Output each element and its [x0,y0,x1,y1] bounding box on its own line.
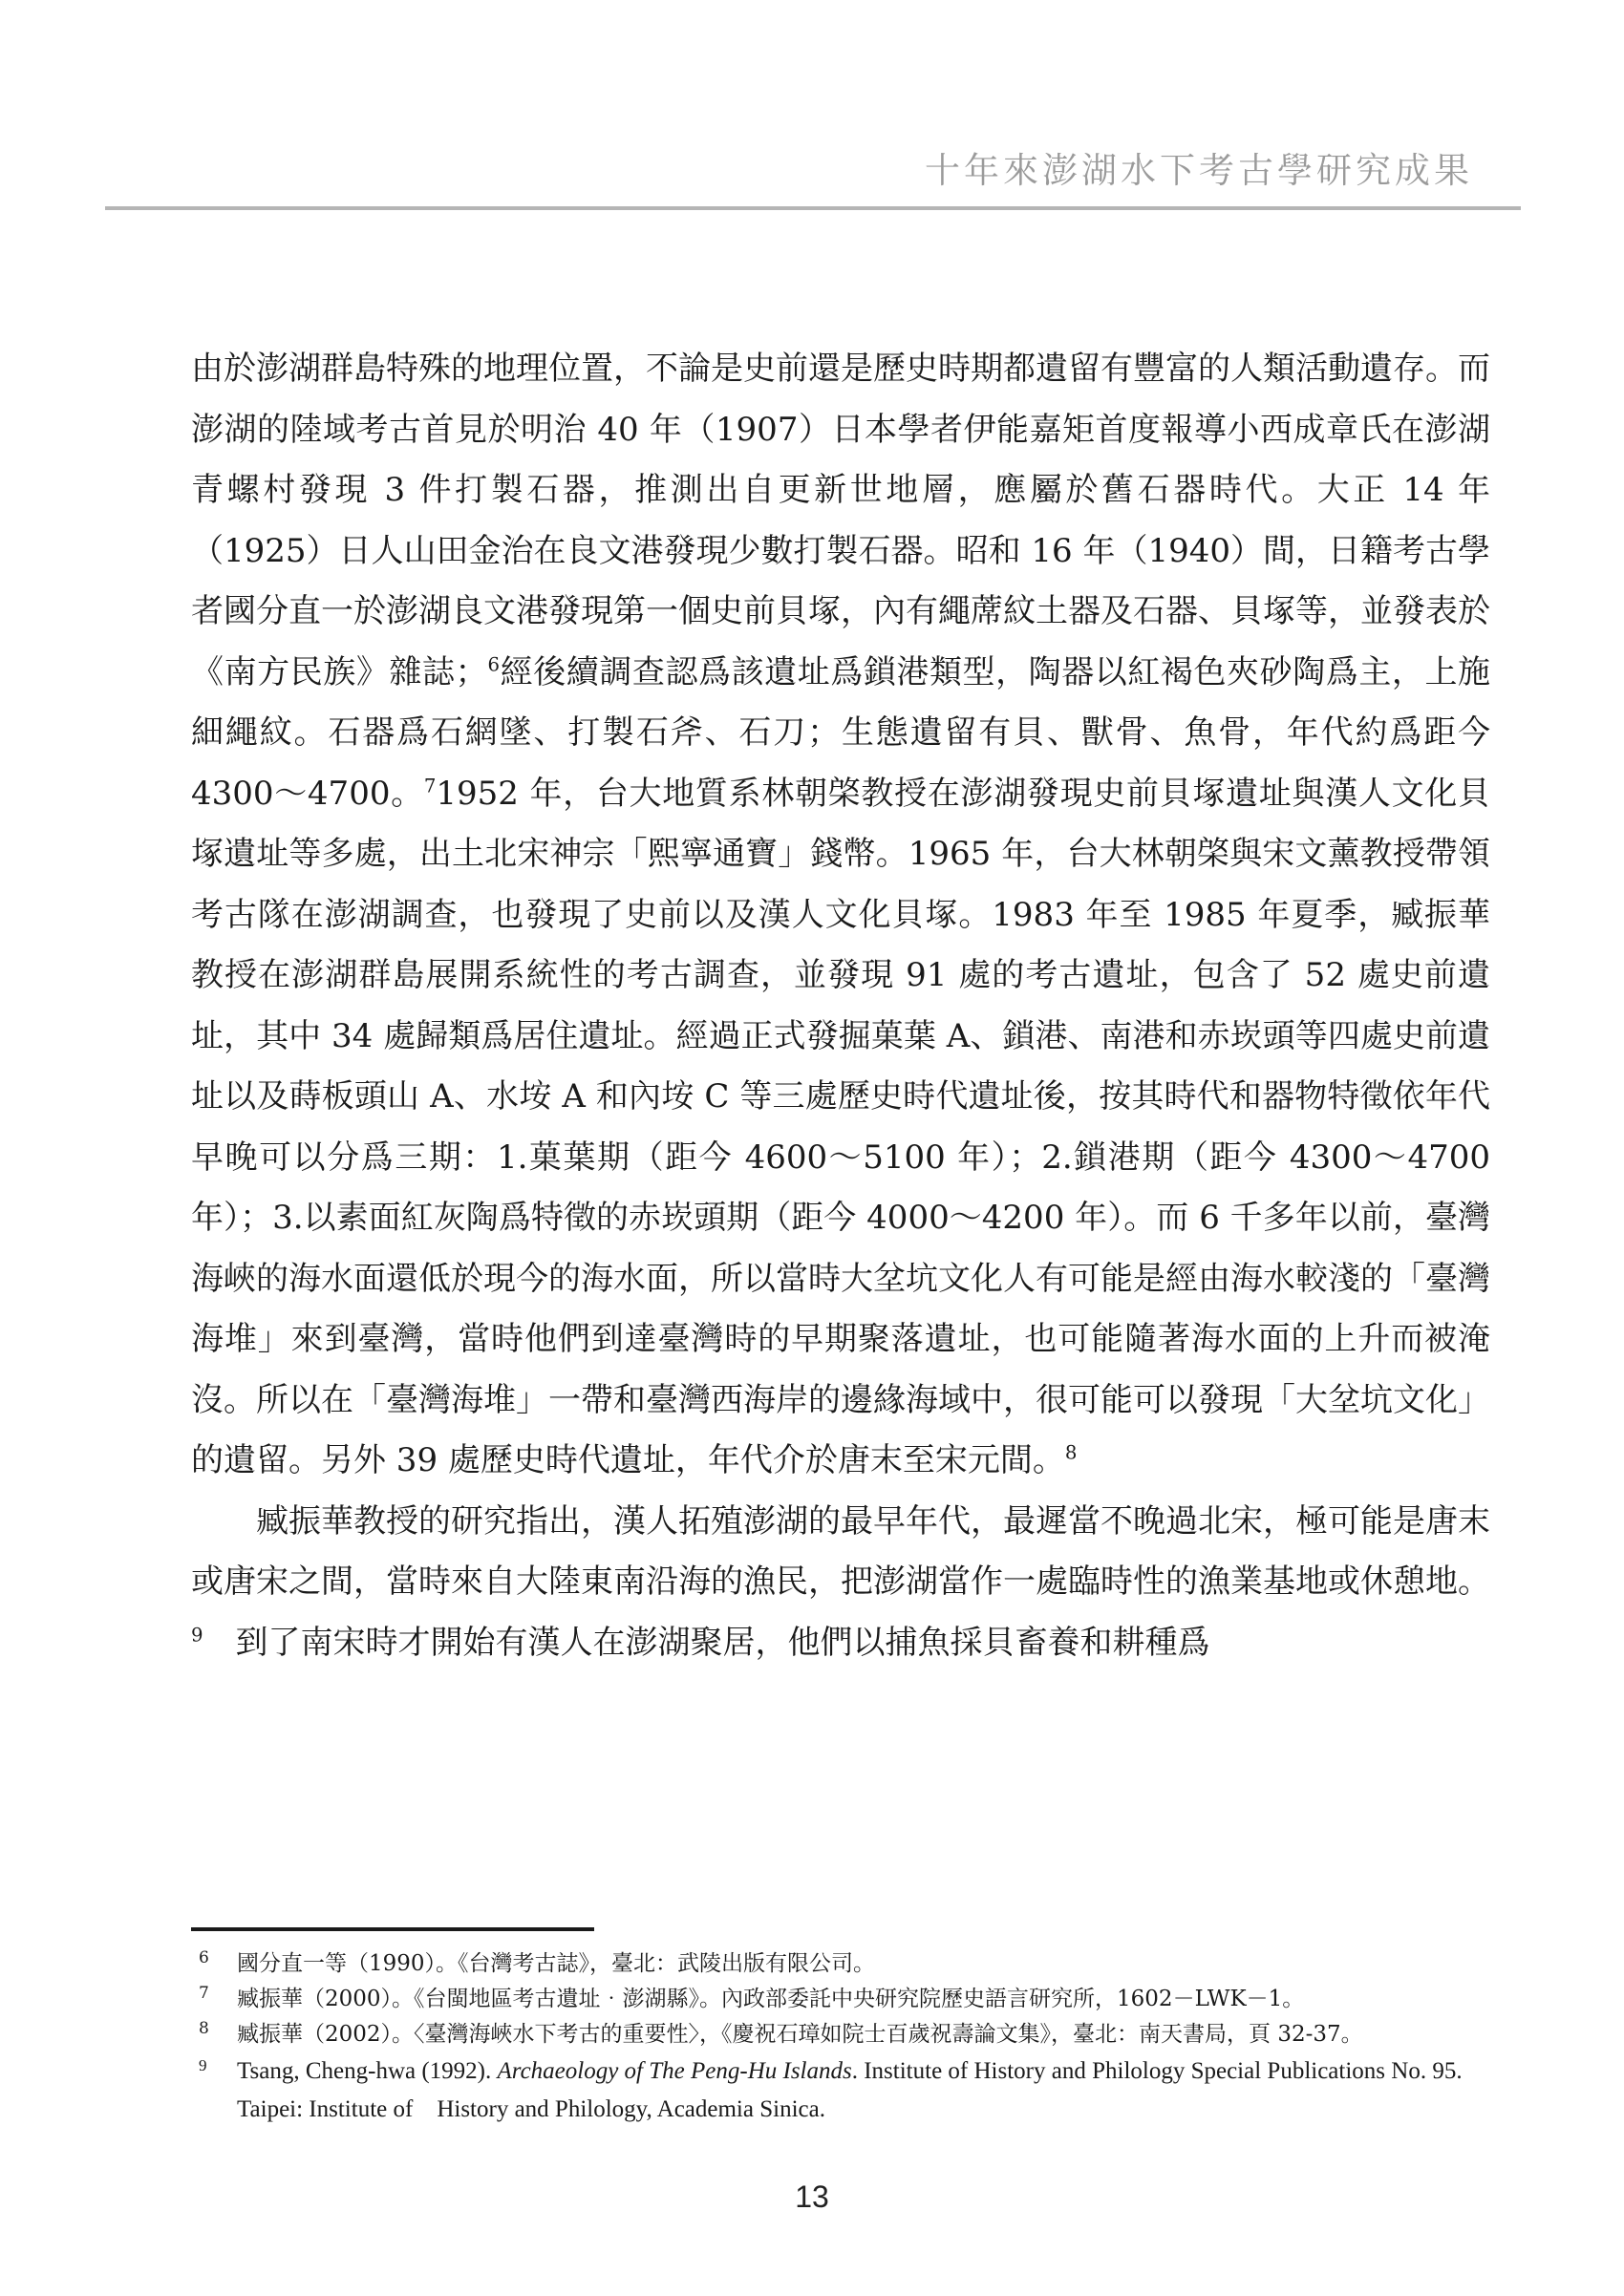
running-header-title: 十年來澎湖水下考古學研究成果 [925,150,1473,191]
footnote-item [191,1946,1496,1982]
footnote-number: 9 [199,2056,207,2074]
text-run: 經後續調查認爲該遺址爲鎖港類型，陶器以紅褐色夾砂陶爲主，上施細繩紋。石器爲石網墜、打製石斧、石刀；生態遺留有貝、獸骨、魚骨，年代約爲距今 4300～4700。 [191,652,1491,813]
paragraph [191,1492,1490,1674]
footnote-ref-marker: 8 [1064,1441,1078,1464]
footnote-text: Archaeology of The Peng-Hu Islands [497,2058,852,2084]
text-run: 由於澎湖群島特殊的地理位置，不論是史前還是歷史時期都遺留有豐富的人類活動遺存。而澎湖的陸域考古首見於明治 40 年（1907）日本學者伊能嘉矩首度報導小西成章氏在澎湖青螺村發現 3 件打製石器，推測出自更新世地層，應屬於舊石器時代。大正 14 年（1925）日人山田金治在良文港發現少數打製石器。昭和 16 年（1940）間，日籍考古學者國分直一於澎湖良文港發現第一個史前貝塚，內有繩蓆紋土器及石器、貝塚等，並發表於《南方民族》雜誌； [191,350,1490,691]
footnote-item [191,2052,1496,2129]
footnote-item [191,2017,1496,2052]
footnote-text: . Institute of History and Philology Special Publications No. 95. Taipei: Institute of History and Philology, Academia Sinica. [237,2058,1463,2122]
footnote-text: Tsang, Cheng-hwa (1992). [237,2058,498,2084]
text-run: 臧振華教授的研究指出，漢人拓殖澎湖的最早年代，最遲當不晚過北宋，極可能是唐末或唐宋之間，當時來自大陸東南沿海的漁民，把澎湖當作一處臨時性的漁業基地或休憩地。 [191,1501,1490,1601]
footnote-item [191,1982,1496,2017]
footnote-ref-marker: 6 [487,653,501,676]
footnote-number: 6 [199,1948,209,1967]
text-run: 到了南宋時才開始有漢人在澎湖聚居，他們以捕魚採貝畜養和耕種爲 [203,1623,1210,1662]
footnote-text: 臧振華（2000）。《台閩地區考古遺址‧澎湖縣》。內政部委託中央研究院歷史語言研究所，1602－LWK－1。 [237,1987,1305,2011]
footnote-separator [191,1927,594,1931]
paragraph [191,339,1490,1492]
header-rule [105,206,1521,210]
footnote-text: 臧振華（2002）。〈臺灣海峽水下考古的重要性〉，《慶祝石璋如院士百歲祝壽論文集》，臺北：南天書局，頁 32-37。 [237,2022,1363,2047]
footnote-text: 國分直一等（1990）。《台灣考古誌》，臺北：武陵出版有限公司。 [237,1951,876,1976]
footnote-number: 8 [199,2019,209,2038]
body-text [191,339,1490,1673]
footnote-ref-marker: 9 [191,1624,203,1647]
footnotes [191,1946,1496,2129]
footnote-number: 7 [199,1984,209,2003]
footnote-ref-marker: 7 [423,775,437,797]
page-number: 13 [795,2179,829,2214]
text-run: 1952 年，台大地質系林朝棨教授在澎湖發現史前貝塚遺址與漢人文化貝塚遺址等多處，出土北宋神宗「熙寧通寶」錢幣。1965 年，台大林朝棨與宋文薰教授帶領考古隊在澎湖調查，也發現了史前以及漢人文化貝塚。1983 年至 1985 年夏季，臧振華教授在澎湖群島展開系統性的考古調查，並發現 91 處的考古遺址，包含了 52 處史前遺址，其中 34 處歸類爲居住遺址。經過正式發掘菓葉 A、鎖港、南港和赤崁頭等四處史前遺址以及蒔板頭山 A、水垵 A 和內垵 C 等三處歷史時代遺址後，按其時代和器物特徵依年代早晚可以分爲三期：1.菓葉期（距今 4600～5100 年）；2.鎖港期（距今 4300～4700 年）；3.以素面紅灰陶爲特徵的赤崁頭期（距今 4000～4200 年）。而 6 千多年以前，臺灣海峽的海水面還低於現今的海水面，所以當時大坌坑文化人有可能是經由海水較淺的「臺灣海堆」來到臺灣，當時他們到達臺灣時的早期聚落遺址，也可能隨著海水面的上升而被淹沒。所以在「臺灣海堆」一帶和臺灣西海岸的邊緣海域中，很可能可以發現「大坌坑文化」的遺留。另外 39 處歷史時代遺址，年代介於唐末至宋元間。 [191,774,1490,1479]
